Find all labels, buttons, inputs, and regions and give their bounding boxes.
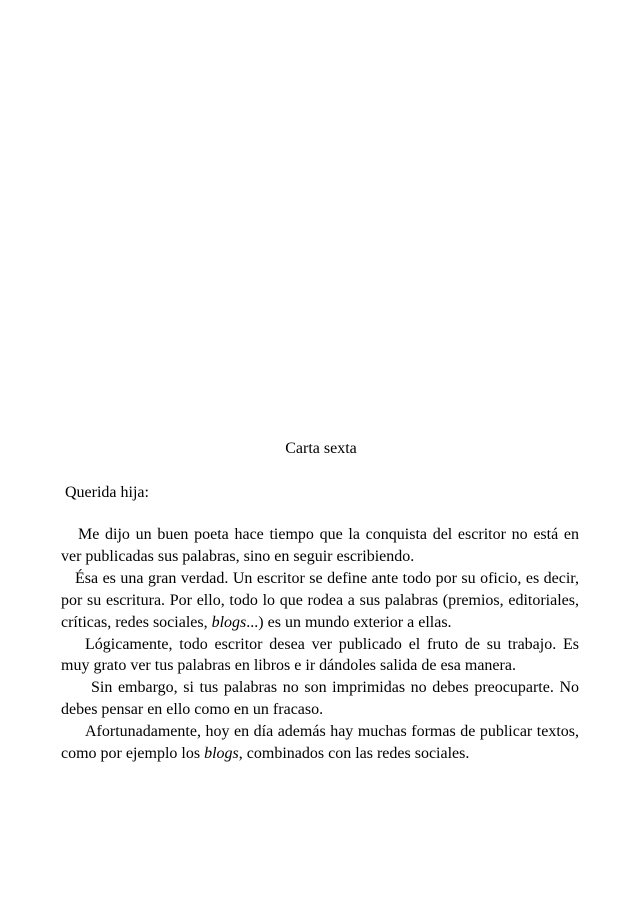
paragraph-5-text-before: Afortunadamente, hoy en día además hay muchas formas de publicar textos, como por ejemplo los xyxy=(61,723,579,763)
paragraph-5 xyxy=(61,721,579,765)
paragraph-1: Me dijo un buen poeta hace tiempo que la conquista del escritor no está en ver publicadas sus palabras, sino en seguir escribiendo. xyxy=(61,526,579,565)
letter-salutation: Querida hija: xyxy=(65,484,149,501)
letter-body xyxy=(61,524,579,765)
paragraph-3: Lógicamente, todo escritor desea ver publicado el fruto de su trabajo. Es muy grato ver tus palabras en libros e ir dándoles salida de esa manera. xyxy=(61,635,579,675)
paragraph-2-text-before: Ésa es una gran verdad. Un escritor se define ante todo por su oficio, es decir, por su escritura. Por ello, todo lo que rodea a sus palabras (premios, editoriales, críticas, redes sociales, xyxy=(61,569,579,631)
letter-title: Carta sexta xyxy=(285,440,357,457)
paragraph-5-emphasis: blogs xyxy=(204,745,239,763)
paragraph-2 xyxy=(61,568,579,634)
paragraph-4: Sin embargo, si tus palabras no son imprimidas no debes preocuparte. No debes pensar en ello como en un fracaso. xyxy=(61,679,579,719)
paragraph-2-text-after: ...) es un mundo exterior a ellas. xyxy=(246,613,452,631)
paragraph-2-emphasis: blogs xyxy=(211,613,247,631)
paragraph-5-text-after: , combinados con las redes sociales. xyxy=(238,745,470,763)
